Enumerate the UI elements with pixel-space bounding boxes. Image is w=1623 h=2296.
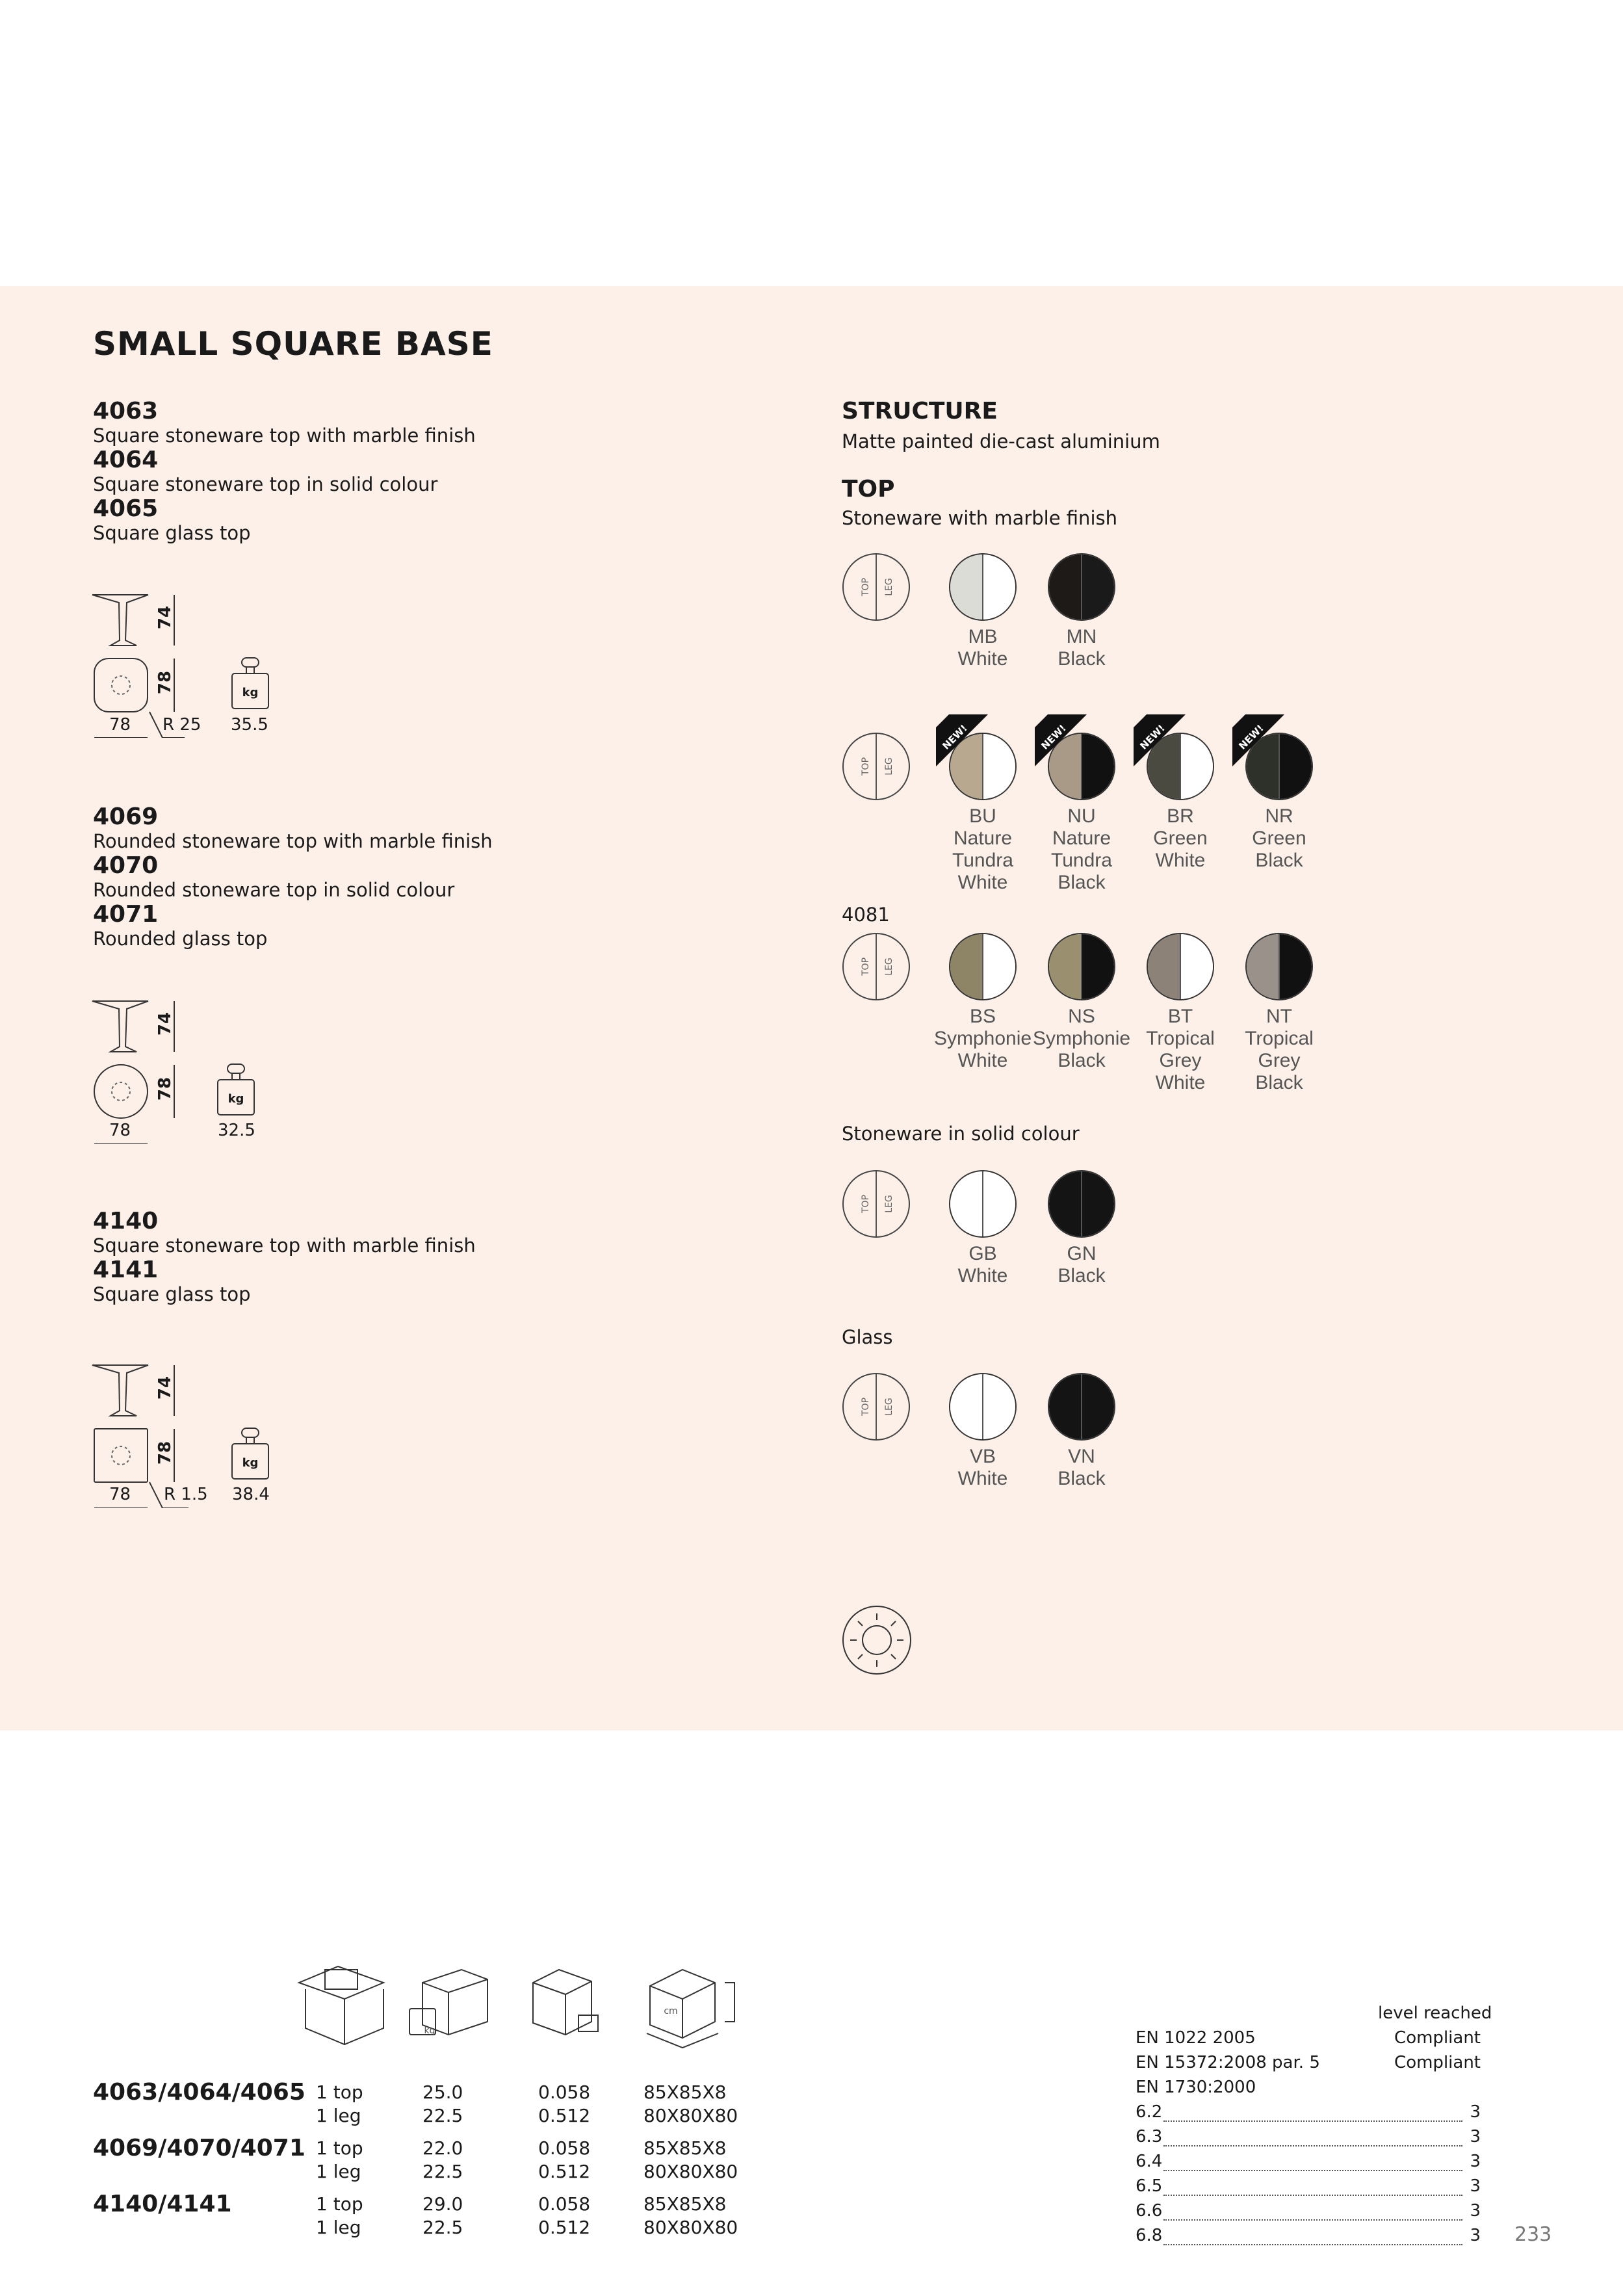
standard-clause: 6.6	[1136, 2201, 1163, 2221]
depth-dim: 78	[155, 1076, 175, 1101]
packaging-cell-size: 80X80X80	[643, 2161, 738, 2182]
packaging-cell-m3: 0.512	[538, 2217, 591, 2238]
finish-code: GN	[1067, 1243, 1097, 1264]
packaging-cell-part: 1 top	[316, 2081, 363, 2103]
packaging-cell-part: 1 top	[316, 2137, 363, 2159]
finish-label	[928, 1243, 1038, 1287]
finish-code: NU	[1067, 805, 1096, 827]
group-3	[93, 1208, 476, 1305]
finish-name-line: Grey	[1258, 1050, 1301, 1071]
weight-value: 35.5	[231, 715, 268, 735]
new-badge	[1035, 714, 1087, 766]
product-code: 4141	[93, 1257, 159, 1283]
finish-code: VB	[969, 1446, 996, 1467]
finish-label	[1224, 1006, 1334, 1094]
packaging-icons	[292, 1957, 747, 2054]
finish-code: BT	[1167, 1006, 1193, 1027]
finish-label	[1125, 805, 1236, 872]
finish-name-line: Green	[1252, 828, 1306, 849]
marble-heading: Stoneware with marble finish	[842, 507, 1117, 529]
packaging-cell-size: 85X85X8	[643, 2137, 727, 2159]
standard-level: Compliant	[1394, 2053, 1481, 2072]
finish-name-line: Nature	[953, 828, 1013, 849]
new-badge-label: NEW!	[1236, 722, 1266, 752]
finish-name-line: White	[1155, 1072, 1206, 1093]
standard-clause-level: 3	[1470, 2201, 1481, 2221]
product-desc: Rounded stoneware top with marble finish	[93, 830, 493, 852]
standard-clause-level: 3	[1470, 2127, 1481, 2146]
finish-swatch-mn	[1048, 553, 1115, 621]
standard-clause-level: 3	[1470, 2176, 1481, 2196]
finish-name-line: Green	[1153, 828, 1208, 849]
finish-code: MB	[968, 626, 998, 647]
height-dim: 74	[155, 605, 175, 630]
finish-name-line: Symphonie	[933, 1028, 1032, 1049]
product-desc: Square stoneware top with marble finish	[93, 1234, 476, 1257]
product-code: 4065	[93, 495, 159, 522]
dotted-leader	[1163, 2120, 1462, 2122]
packaging-cell-m3: 0.512	[538, 2105, 591, 2126]
width-dim: 78	[109, 1485, 131, 1504]
product-desc: Square stoneware top with marble finish	[93, 424, 476, 447]
product-desc: Rounded stoneware top in solid colour	[93, 879, 455, 901]
dotted-leader	[1163, 2170, 1462, 2171]
dotted-leader	[1163, 2145, 1462, 2146]
finish-code: NR	[1265, 805, 1293, 827]
weight-value: 32.5	[218, 1121, 255, 1140]
top-leg-key-icon: TOP LEG	[842, 553, 910, 621]
box-volume-icon	[533, 1970, 598, 2035]
product-code: 4071	[93, 901, 159, 928]
packaging-cell-size: 85X85X8	[643, 2081, 727, 2103]
box-dimensions-icon-label: cm	[664, 2006, 678, 2016]
weight-icon	[216, 1063, 255, 1116]
finish-code: GB	[968, 1243, 997, 1264]
page-title: SMALL SQUARE BASE	[93, 325, 493, 363]
top-leg-key-icon: TOP LEG	[842, 1373, 910, 1441]
packaging-cell-kg: 29.0	[422, 2193, 463, 2215]
packaging-cell-part: 1 leg	[316, 2217, 361, 2238]
weight-icon-label: kg	[242, 686, 259, 699]
product-code: 4140	[93, 1208, 159, 1234]
finish-name-line: Grey	[1159, 1050, 1202, 1071]
finish-name-line: White	[957, 1050, 1008, 1071]
packaging-cell-kg: 22.5	[422, 2105, 463, 2126]
depth-dim: 78	[155, 1441, 175, 1465]
standards-header: level reached	[1378, 2003, 1492, 2023]
code-4081: 4081	[842, 904, 890, 926]
structure-desc: Matte painted die-cast aluminium	[842, 430, 1160, 452]
product-code: 4064	[93, 447, 159, 473]
standard-name: EN 15372:2008 par. 5	[1136, 2053, 1320, 2072]
dotted-leader	[1163, 2219, 1462, 2221]
product-code: 4070	[93, 852, 159, 879]
weight-value: 38.4	[232, 1485, 270, 1504]
finish-swatch-mb	[949, 553, 1017, 621]
group-1	[93, 398, 476, 544]
packaging-cell-m3: 0.058	[538, 2193, 591, 2215]
packaging-cell-m3: 0.058	[538, 2137, 591, 2159]
standard-name: EN 1022 2005	[1136, 2028, 1256, 2048]
finish-name-line: Black	[1255, 1072, 1303, 1093]
finish-label	[928, 1006, 1038, 1072]
finish-swatch-ns	[1048, 933, 1115, 1000]
finish-code: NT	[1266, 1006, 1292, 1027]
packaging-product-code: 4063/4064/4065	[93, 2079, 305, 2106]
finish-name-line: Black	[1058, 648, 1106, 670]
standard-name: EN 1730:2000	[1136, 2078, 1256, 2097]
outdoor-sun-icon	[841, 1604, 913, 1676]
finish-swatch-gb	[949, 1170, 1017, 1238]
standard-clause: 6.4	[1136, 2152, 1163, 2171]
finish-label	[1026, 805, 1137, 894]
finish-label	[1026, 626, 1137, 670]
finish-name-line: Nature	[1052, 828, 1111, 849]
packaging-cell-kg: 22.5	[422, 2217, 463, 2238]
solid-heading: Stoneware in solid colour	[842, 1123, 1080, 1145]
top-leg-key-icon: TOP LEG	[842, 1170, 910, 1238]
page-number: 233	[1514, 2223, 1552, 2246]
finish-code: NS	[1068, 1006, 1095, 1027]
finish-code: BU	[969, 805, 996, 827]
finish-swatch-bs	[949, 933, 1017, 1000]
height-dim: 74	[155, 1011, 175, 1036]
finish-name-line: White	[957, 1265, 1008, 1286]
finish-label	[1224, 805, 1334, 872]
finish-name-line: Black	[1058, 872, 1106, 893]
depth-dim: 78	[155, 670, 175, 695]
finish-name-line: Black	[1058, 1265, 1106, 1286]
packaging-cell-kg: 22.0	[422, 2137, 463, 2159]
packaging-cell-size: 80X80X80	[643, 2105, 738, 2126]
finish-name-line: Black	[1058, 1468, 1106, 1489]
finish-label	[928, 1446, 1038, 1490]
new-badge-label: NEW!	[1137, 722, 1167, 752]
new-badge-label: NEW!	[940, 722, 970, 752]
weight-icon	[231, 657, 270, 710]
height-dim: 74	[155, 1376, 175, 1400]
structure-heading: STRUCTURE	[842, 398, 998, 424]
standard-clause: 6.5	[1136, 2176, 1163, 2196]
standard-clause: 6.3	[1136, 2127, 1163, 2146]
packaging-cell-size: 80X80X80	[643, 2217, 738, 2238]
standard-clause: 6.8	[1136, 2226, 1163, 2245]
packaging-cell-part: 1 leg	[316, 2105, 361, 2126]
packaging-cell-kg: 25.0	[422, 2081, 463, 2103]
packaging-cell-size: 85X85X8	[643, 2193, 727, 2215]
finish-label	[1026, 1006, 1137, 1072]
standard-clause-level: 3	[1470, 2152, 1481, 2171]
weight-icon-label: kg	[242, 1456, 259, 1470]
top-leg-key-icon: TOP LEG	[842, 933, 910, 1000]
standard-level: Compliant	[1394, 2028, 1481, 2048]
product-code: 4069	[93, 803, 159, 830]
glass-heading: Glass	[842, 1326, 893, 1348]
packaging-cell-kg: 22.5	[422, 2161, 463, 2182]
finish-name-line: Symphonie	[1032, 1028, 1131, 1049]
weight-icon	[231, 1427, 270, 1480]
packaging-product-code: 4140/4141	[93, 2191, 232, 2217]
finish-swatch-vb	[949, 1373, 1017, 1441]
packaging-cell-m3: 0.058	[538, 2081, 591, 2103]
finish-name-line: Tropical	[1146, 1028, 1215, 1049]
new-badge	[1232, 714, 1284, 766]
new-badge	[936, 714, 988, 766]
standard-clause: 6.2	[1136, 2102, 1163, 2122]
product-desc: Square glass top	[93, 1283, 251, 1305]
finish-name-line: White	[1155, 850, 1206, 871]
box-weight-icon	[409, 1970, 487, 2035]
finish-name-line: Black	[1058, 1050, 1106, 1071]
product-code: 4063	[93, 398, 159, 424]
finish-name-line: Tropical	[1245, 1028, 1314, 1049]
top-heading: TOP	[842, 476, 895, 502]
box-stack-icon	[299, 1966, 383, 2044]
finish-label	[1026, 1243, 1137, 1287]
dotted-leader	[1163, 2244, 1462, 2245]
box-weight-icon-label: kg	[424, 2026, 435, 2036]
top-leg-key-icon: TOP LEG	[842, 733, 910, 800]
product-desc: Square glass top	[93, 522, 251, 544]
product-desc: Square stoneware top in solid colour	[93, 473, 438, 495]
finish-label	[928, 626, 1038, 670]
finish-code: BS	[969, 1006, 996, 1027]
finish-swatch-vn	[1048, 1373, 1115, 1441]
finish-label	[1026, 1446, 1137, 1490]
radius-dim: R 25	[162, 715, 201, 735]
packaging-product-code: 4069/4070/4071	[93, 2135, 305, 2161]
finish-label	[1125, 1006, 1236, 1094]
finish-label	[928, 805, 1038, 894]
weight-icon-label: kg	[227, 1092, 244, 1106]
finish-name-line: White	[957, 872, 1008, 893]
packaging-cell-part: 1 top	[316, 2193, 363, 2215]
finish-name-line: Tundra	[952, 850, 1013, 871]
packaging-cell-m3: 0.512	[538, 2161, 591, 2182]
finish-swatch-gn	[1048, 1170, 1115, 1238]
finish-code: VN	[1068, 1446, 1095, 1467]
finish-name-line: Tundra	[1051, 850, 1112, 871]
standard-clause-level: 3	[1470, 2226, 1481, 2245]
finish-name-line: Black	[1255, 850, 1303, 871]
finish-swatch-bt	[1147, 933, 1214, 1000]
finish-name-line: White	[957, 1468, 1008, 1489]
product-desc: Rounded glass top	[93, 928, 268, 950]
packaging-cell-part: 1 leg	[316, 2161, 361, 2182]
width-dim: 78	[109, 715, 131, 735]
finish-swatch-nt	[1245, 933, 1313, 1000]
finish-code: MN	[1066, 626, 1097, 647]
new-badge-label: NEW!	[1039, 722, 1069, 752]
finish-name-line: White	[957, 648, 1008, 670]
group-2	[93, 803, 493, 950]
new-badge	[1134, 714, 1186, 766]
finish-code: BR	[1167, 805, 1194, 827]
radius-dim: R 1.5	[164, 1485, 208, 1504]
dotted-leader	[1163, 2195, 1462, 2196]
width-dim: 78	[109, 1121, 131, 1140]
standard-clause-level: 3	[1470, 2102, 1481, 2122]
